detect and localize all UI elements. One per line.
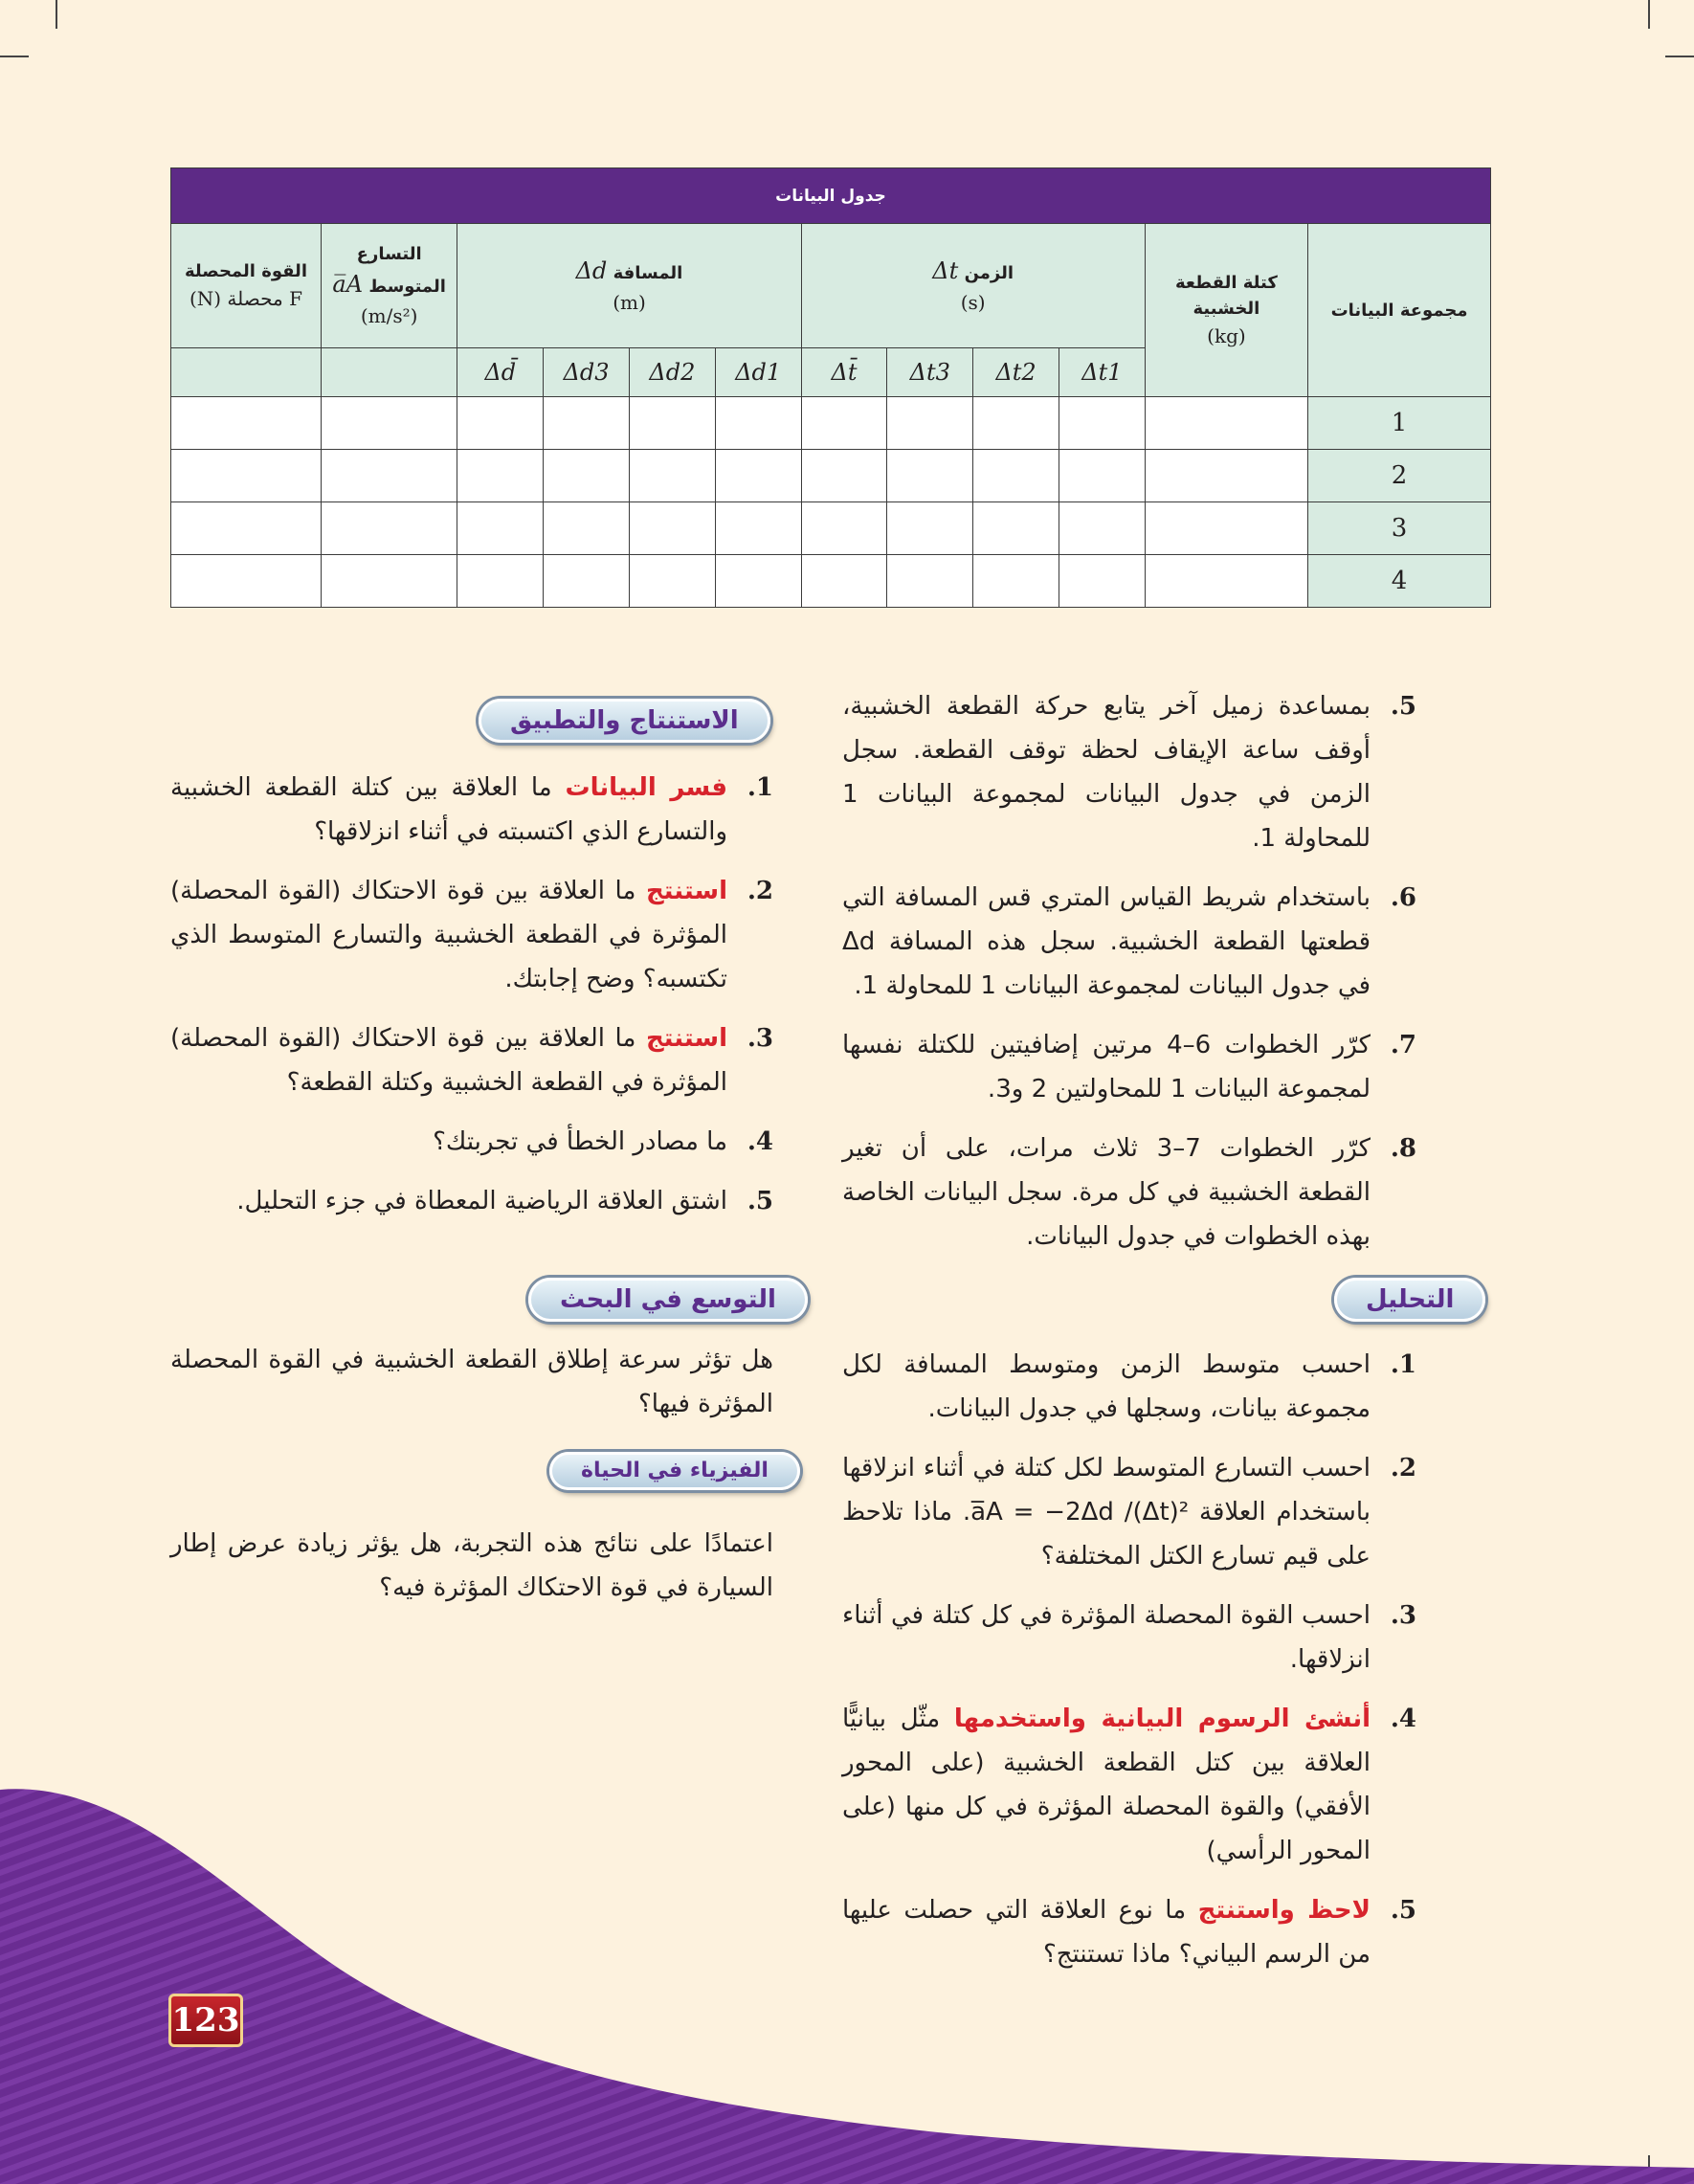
- crop-mark: [1665, 56, 1694, 57]
- conclusion-heading: الاستنتاج والتطبيق: [479, 699, 770, 743]
- time-header: الزمن Δt (s): [801, 224, 1145, 348]
- time-sub-mean: Δt̄: [801, 347, 887, 396]
- crop-mark: [56, 0, 57, 29]
- table-row: [171, 450, 1491, 502]
- real-world-text: اعتمادًا على نتائج هذه التجربة، هل يؤثر زيادة عرض إطار السيارة في قوة الاحتكاك المؤثرة فيه؟: [170, 1529, 773, 1602]
- analysis-item: 2. احسب التسارع المتوسط لكل كتلة في أثناء انزلاقها باستخدام العلاقة a̅A = −2Δd /(Δt)². ماذا تلاحظ على قيم تسارع الكتل المختلفة؟: [842, 1454, 1416, 1571]
- page-number: 123: [168, 1994, 243, 2047]
- row-number: 2: [1308, 450, 1491, 502]
- time-sub-1: Δt1: [1059, 347, 1145, 396]
- analysis-item: 3. احسب القوة المحصلة المؤثرة في كل كتلة في أثناء انزلاقها.: [842, 1601, 1416, 1674]
- conclusion-item: 1. فسر البيانات ما العلاقة بين كتلة القطعة الخشبية والتسارع الذي اكتسبته في أثناء انزلاقها؟: [170, 773, 773, 846]
- conclusion-item: 4. ما مصادر الخطأ في تجربتك؟: [433, 1127, 773, 1156]
- conclusion-item: 2. استنتج ما العلاقة بين قوة الاحتكاك (القوة المحصلة) المؤثرة في القطعة الخشبية والتسارع المتوسط الذي تكتسبه؟ وضح إجابتك.: [170, 877, 773, 993]
- distance-sub-mean: Δd̄: [457, 347, 544, 396]
- table-row: [171, 397, 1491, 450]
- decorative-wave: [0, 1684, 1694, 2184]
- analysis-item: 1. احسب متوسط الزمن ومتوسط المسافة لكل مجموعة بيانات، وسجلها في جدول البيانات.: [842, 1350, 1416, 1423]
- row-number: 3: [1308, 502, 1491, 555]
- time-sub-3: Δt3: [887, 347, 973, 396]
- left-column: [170, 766, 773, 1238]
- distance-header: المسافة Δd (m): [457, 224, 801, 348]
- mass-header: كتلة القطعة الخشبية (kg): [1145, 224, 1307, 397]
- real-world-heading: الفيزياء في الحياة: [549, 1452, 800, 1490]
- analysis-heading: التحليل: [1334, 1278, 1485, 1322]
- procedure-step: 5. بمساعدة زميل آخر يتابع حركة القطعة الخشبية، أوقف ساعة الإيقاف لحظة توقف القطعة. سجل الزمن في جدول البيانات لمجموعة البيانات 1 للمحاولة 1.: [842, 692, 1416, 853]
- dataset-header: مجموعة البيانات: [1308, 224, 1491, 397]
- procedure-step: 6. باستخدام شريط القياس المتري قس المسافة التي قطعتها القطعة الخشبية. سجل هذه المسافة Δd في جدول البيانات لمجموعة البيانات 1 للمحاولة 1.: [842, 883, 1416, 1000]
- accel-sub-empty: [321, 347, 457, 396]
- crop-mark: [1648, 0, 1650, 29]
- crop-mark: [0, 56, 29, 57]
- extend-text: هل تؤثر سرعة إطلاق القطعة الخشبية في القوة المحصلة المؤثرة فيها؟: [170, 1346, 773, 1418]
- row-number: 1: [1308, 397, 1491, 450]
- procedure-step: 8. كرّر الخطوات 7–3 ثلاث مرات، على أن تغير القطعة الخشبية في كل مرة. سجل البيانات الخاصة بهذه الخطوات في جدول البيانات.: [842, 1134, 1416, 1251]
- data-table: [170, 167, 1491, 608]
- row-number: 4: [1308, 555, 1491, 608]
- table-row: [171, 502, 1491, 555]
- force-sub-empty: [171, 347, 322, 396]
- conclusion-item: 5. اشتق العلاقة الرياضية المعطاة في جزء التحليل.: [236, 1187, 773, 1215]
- analysis-item: 4. أنشئ الرسوم البيانية واستخدمها مثّل بيانيًّا العلاقة بين كتل القطعة الخشبية (على المحور الأفقي) والقوة المحصلة المؤثرة في كل منها (على المحور الرأسي): [842, 1705, 1416, 1865]
- table-title: جدول البيانات: [171, 168, 1491, 224]
- accel-header: التسارع المتوسط a̅A (m/s²): [321, 224, 457, 348]
- conclusion-item: 3. استنتج ما العلاقة بين قوة الاحتكاك (القوة المحصلة) المؤثرة في القطعة الخشبية وكتلة القطعة؟: [170, 1024, 773, 1097]
- time-sub-2: Δt2: [973, 347, 1059, 396]
- procedure-step: 7. كرّر الخطوات 6–4 مرتين إضافيتين للكتلة نفسها لمجموعة البيانات 1 للمحاولتين 2 و3.: [842, 1031, 1416, 1103]
- extend-heading: التوسع في البحث: [528, 1278, 808, 1322]
- distance-sub-3: Δd3: [544, 347, 630, 396]
- distance-sub-1: Δd1: [715, 347, 801, 396]
- force-header: القوة المحصلة F محصلة (N): [171, 224, 322, 348]
- table-row: [171, 555, 1491, 608]
- distance-sub-2: Δd2: [629, 347, 715, 396]
- analysis-item: 5. لاحظ واستنتج ما نوع العلاقة التي حصلت عليها من الرسم البياني؟ ماذا تستنتج؟: [842, 1896, 1416, 1969]
